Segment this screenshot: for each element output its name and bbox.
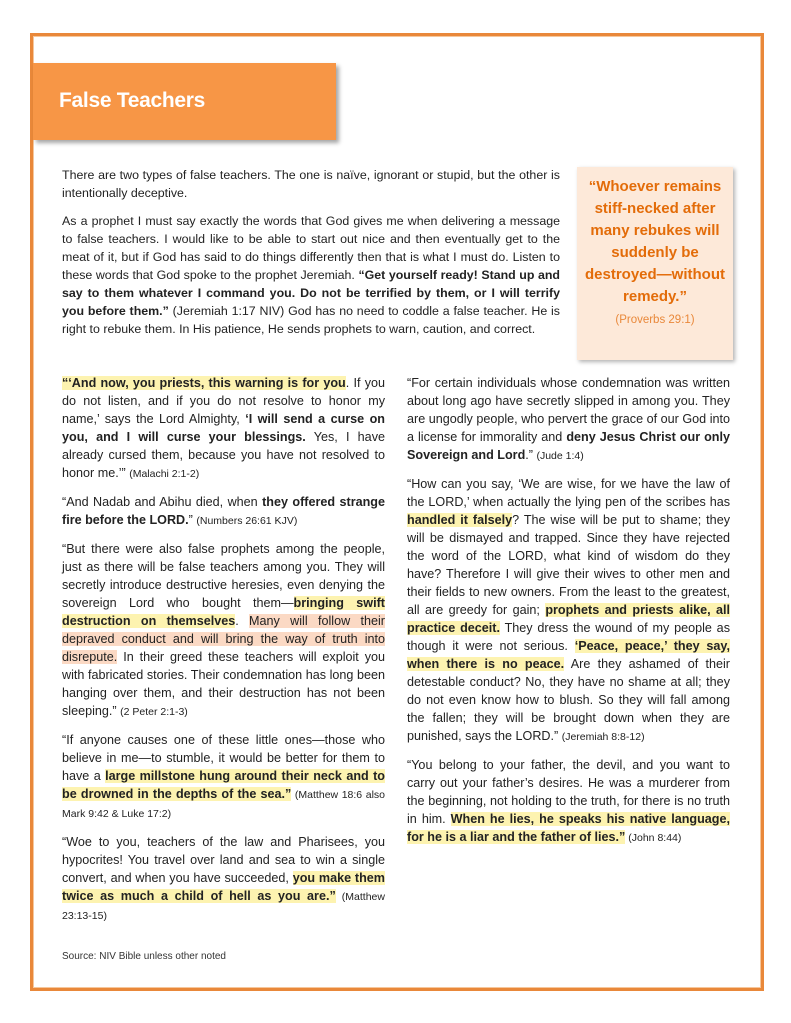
pull-quote [577, 167, 733, 360]
bold-text: deny Jesus Christ our only Sovereign and Lord [407, 430, 730, 462]
paragraph [62, 731, 385, 823]
text-run: ” [188, 513, 197, 527]
title-banner [33, 63, 336, 140]
highlighted-text: bringing swift destruction on themselves [62, 596, 385, 628]
highlighted-text: When he lies, he speaks his native language, for he is a liar and the father of lies.” [407, 812, 730, 844]
text-run: . If you do not listen, and if you do not resolve to honor my name,’ says the Lord Almighty, [62, 376, 385, 426]
text-run: (Jeremiah 1:17 NIV) God has no need to coddle a false teacher. He is right to rebuke them. In His patience, He sends prophets to warn, caution, and correct. [62, 304, 560, 336]
text-run: Are they ashamed of their detestable conduct? No, they have no shame at all; they do not even know how to blush. So they will fall among the fallen; they will be brought down when they are punished, says the LORD.” [407, 657, 731, 743]
text-run: In their greed these teachers will exploit you with fabricated stories. Their condemnation has long been hanging over them, and their destruction has not been sleeping.” [62, 650, 385, 718]
highlighted-text-orange: Many will follow their depraved conduct and will bring the way of truth into disrepute. [62, 614, 386, 664]
text-run: They dress the wound of my people as though it were not serious. [407, 621, 730, 653]
text-run: “And Nadab and Abihu died, when [62, 495, 263, 509]
source-note: Source: NIV Bible unless other noted [62, 951, 226, 962]
text-run: Yes, I have already cursed them, because you have not resolved to honor me.’” [62, 430, 385, 480]
intro-text [62, 166, 560, 348]
text-run: As a prophet I must say exactly the words that God gives me when delivering a message to false teachers. I would like to be able to start out nice and then eventually get to the meat of it, but if God has said to do things differently then that is what I must do. Listen to these words that God spoke to the prophet Jeremiah. [62, 214, 560, 282]
paragraph [407, 756, 730, 847]
paragraph [62, 374, 385, 483]
text-run: “Woe to you, teachers of the law and Pharisees, you hypocrites! You travel over land and sea to win a single convert, and when you have succeeded, [62, 835, 385, 885]
highlighted-text: ‘Peace, peace,’ they say, when there is no peace. [407, 639, 730, 671]
text-run: “How can you say, ‘We are wise, for we have the law of the LORD,’ when actually the lying pen of the scribes has [407, 477, 730, 509]
pull-quote-reference: (Proverbs 29:1) [615, 314, 695, 326]
bold-text: they offered strange fire before the LORD. [62, 495, 385, 527]
right-column [407, 374, 730, 857]
text-run: “If anyone causes one of these little ones—those who believe in me—to stumble, it would be better for them to have a [62, 733, 385, 783]
highlighted-text: handled it falsely [407, 513, 513, 527]
highlighted-text: large millstone hung around their neck and to be drowned in the depths of the sea.” [62, 769, 385, 801]
scripture-reference: (Numbers 26:61 KJV) [196, 515, 298, 527]
bold-text: “Get yourself ready! Stand up and say to them whatever I command you. Do not be terrified by them, or I will terrify you before them.” [62, 268, 561, 318]
bold-text: ‘I will send a curse on you, and I will curse your blessings. [62, 412, 385, 444]
left-column [62, 374, 385, 935]
scripture-reference: (Matthew 18:6 also Mark 9:42 & Luke 17:2) [62, 789, 385, 820]
scripture-reference: (John 8:44) [625, 832, 682, 844]
scripture-reference: (Jude 1:4) [536, 450, 584, 462]
pull-quote-text: “Whoever remains stiff-necked after many rebukes will suddenly be destroyed—without remedy.” [584, 178, 725, 305]
text-run: “You belong to your father, the devil, and you want to carry out your father’s desires. He was a murderer from the beginning, not holding to the truth, for there is no truth in him. [407, 758, 730, 826]
scripture-reference: (Malachi 2:1-2) [129, 468, 200, 480]
page-title: False Teachers [59, 89, 205, 112]
text-run: ? The wise will be put to shame; they will be dismayed and trapped. Since they have rejected the word of the LORD, what kind of wisdom do they have? Therefore I will give their wives to other men and their fields to new owners. From the least to the greatest, all are greedy for gain; [407, 513, 730, 617]
paragraph [62, 833, 385, 925]
scripture-reference: (2 Peter 2:1-3) [120, 706, 188, 718]
paragraph [407, 475, 730, 746]
paragraph [62, 493, 385, 530]
paragraph [62, 166, 560, 202]
highlighted-text: prophets and priests alike, all practice deceit. [407, 603, 731, 635]
text-run: .” [525, 448, 537, 462]
paragraph [407, 374, 730, 465]
scripture-reference: (Matthew 23:13-15) [62, 891, 385, 922]
text-run: “For certain individuals whose condemnation was written about long ago have secretly slipped in among you. They are ungodly people, who pervert the grace of our God into a license for immorality and [407, 376, 730, 444]
scripture-reference: (Jeremiah 8:8-12) [561, 731, 645, 743]
highlighted-text: you make them twice as much a child of hell as you are.” [62, 871, 385, 903]
highlighted-text: “‘And now, you priests, this warning is for you [62, 376, 346, 390]
paragraph [62, 540, 385, 721]
text-run: “But there were also false prophets among the people, just as there will be false teachers among you. They will secretly introduce destructive heresies, even denying the sovereign Lord who bought them— [62, 542, 385, 610]
text-run: There are two types of false teachers. The one is naïve, ignorant or stupid, but the other is intentionally deceptive. [62, 168, 560, 200]
paragraph [62, 212, 560, 338]
text-run: . [235, 614, 250, 628]
